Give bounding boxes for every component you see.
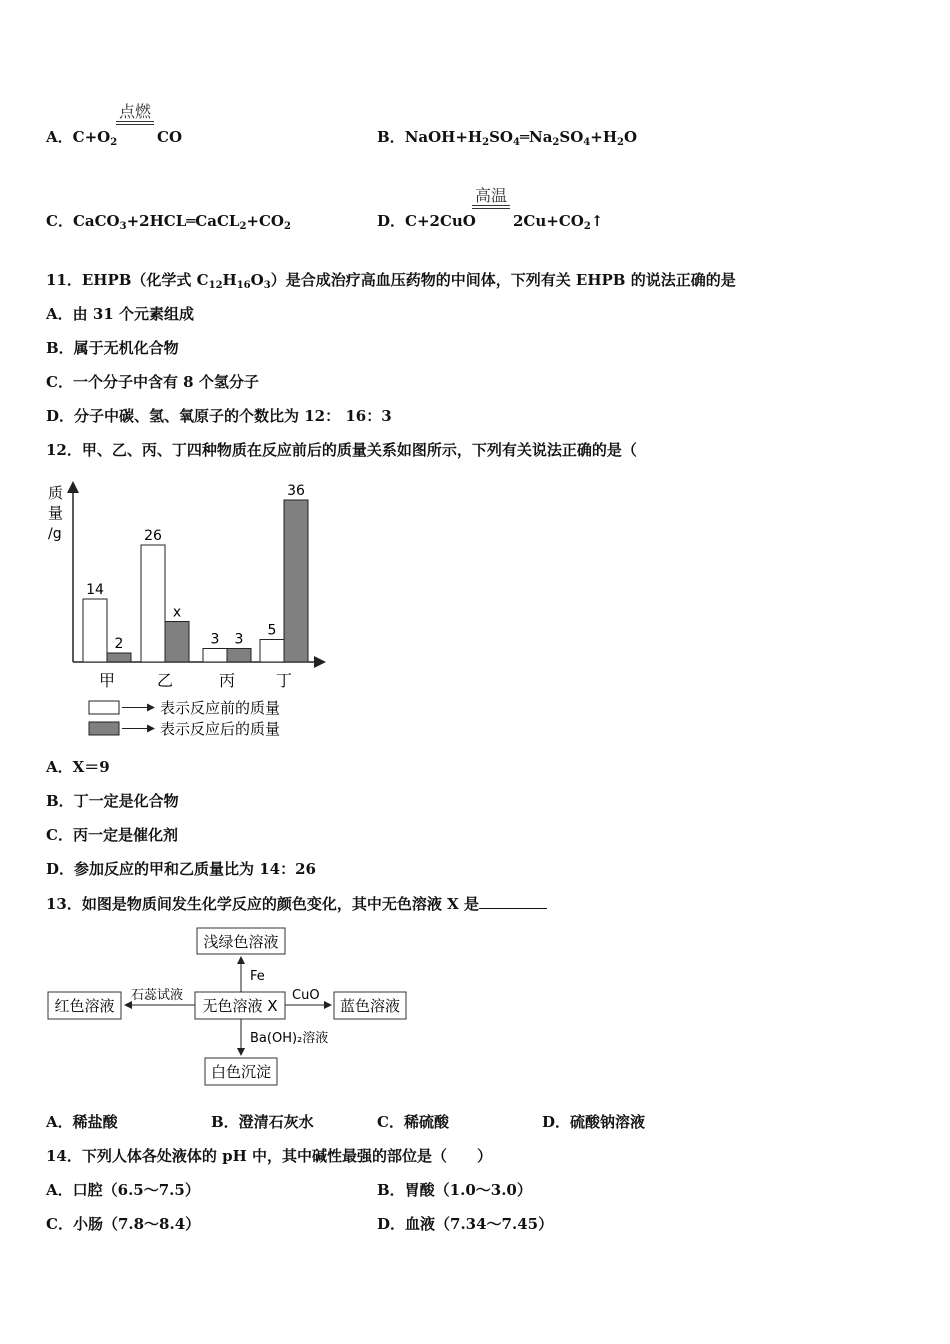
q13-option-b: B．澄清石灰水: [211, 1113, 314, 1131]
q10-option-d: D．C+2CuO: [377, 212, 476, 230]
category-label-3: 丙: [218, 671, 236, 690]
y-label-1: 质: [48, 484, 64, 502]
q11-option-c: C．一个分子中含有 8 个氢分子: [46, 373, 259, 391]
q14-option-c: C．小肠（7.8～8.4）: [46, 1215, 201, 1233]
y-label-3: /g: [48, 526, 62, 542]
box-left-text: 红色溶液: [54, 997, 115, 1015]
bar-label-before-4: 5: [267, 622, 277, 639]
bar-label-after-4: 36: [287, 483, 305, 499]
category-label-1: 甲: [98, 671, 116, 690]
equals-sign-icon: [472, 205, 510, 209]
q10-option-b: B．$NaOH+H_2SO_4═Na_2SO_4+H_2O$: [377, 128, 638, 148]
q11-stem: 11．EHPB（化学式 $C_{12}H_{16}O_3$）是合成治疗高血压药物的中间体，下列有关 EHPB 的说法正确的是: [46, 271, 736, 291]
q11-option-b: B．属于无机化合物: [46, 339, 179, 357]
bar-after-1: [107, 653, 131, 662]
legend-after-swatch: [89, 722, 119, 735]
box-center-text: 无色溶液 X: [202, 997, 278, 1015]
q13-option-d: D．硫酸钠溶液: [542, 1113, 646, 1131]
bar-label-before-2: 26: [144, 528, 162, 544]
q12-option-c: C．丙一定是催化剂: [46, 826, 178, 844]
q14-option-a: A．口腔（6.5～7.5）: [46, 1181, 200, 1199]
label-baoh2: Ba(OH)₂溶液: [250, 1031, 329, 1046]
q11-option-d: D．分子中碳、氢、氧原子的个数比为 12： 16：3: [46, 407, 392, 425]
q11-option-a: A．由 31 个元素组成: [46, 305, 194, 323]
q13-option-a: A．稀盐酸: [46, 1113, 118, 1131]
q14-stem: 14．下列人体各处液体的 pH 中，其中碱性最强的部位是（ ）: [46, 1147, 492, 1165]
box-right-text: 蓝色溶液: [339, 997, 401, 1015]
q14-option-d: D．血液（7.34～7.45）: [377, 1215, 554, 1233]
bar-label-after-2: x: [172, 604, 182, 621]
box-top-text: 浅绿色溶液: [203, 933, 279, 951]
reaction-diagram: [40, 925, 420, 1090]
y-label-2: 量: [48, 504, 64, 522]
legend-after-label: 表示反应后的质量: [160, 720, 281, 738]
q12-option-a: A．X＝9: [46, 758, 110, 776]
q14-option-b: B．胃酸（1.0～3.0）: [377, 1181, 532, 1199]
bar-before-3: [203, 649, 227, 663]
equals-sign-icon: [116, 121, 154, 125]
bar-before-4: [260, 640, 284, 663]
q12-option-b: B．丁一定是化合物: [46, 792, 179, 810]
q10-a-product: CO: [157, 128, 183, 146]
bar-before-2: [141, 545, 165, 662]
bar-after-4: [284, 500, 308, 662]
bar-before-1: [83, 599, 107, 662]
category-label-4: 丁: [275, 671, 293, 690]
bar-label-before-1: 14: [86, 582, 104, 598]
category-label-2: 乙: [156, 671, 174, 690]
bar-label-after-1: 2: [114, 636, 124, 652]
answer-blank: [479, 896, 547, 909]
q12-option-d: D．参加反应的甲和乙质量比为 14：26: [46, 860, 316, 878]
bar-label-before-3: 3: [210, 631, 220, 648]
bar-label-after-3: 3: [234, 631, 244, 648]
q12-stem: 12．甲、乙、丙、丁四种物质在反应前后的质量关系如图所示，下列有关说法正确的是（: [46, 441, 637, 459]
q13-option-c: C．稀硫酸: [377, 1113, 449, 1131]
legend-before-swatch: [89, 701, 119, 714]
q10-option-c: C．$CaCO_3+2HCL═CaCL_2+CO_2$: [46, 212, 291, 232]
q10-a-condition: 点燃: [112, 103, 158, 125]
legend-before-label: 表示反应前的质量: [160, 699, 281, 717]
q13-stem: 13．如图是物质间发生化学反应的颜色变化，其中无色溶液 X 是: [46, 894, 547, 914]
label-fe: Fe: [250, 969, 265, 984]
q10-d-condition: 高温: [468, 187, 514, 209]
box-bottom-text: 白色沉淀: [210, 1063, 272, 1081]
bar-after-2: [165, 622, 189, 663]
label-cuo: CuO: [292, 988, 320, 1003]
label-litmus: 石蕊试液: [131, 988, 184, 1003]
q10-d-product: $2Cu+CO_2↑$: [513, 212, 604, 232]
mass-bar-chart: [40, 470, 340, 745]
q10-option-a: A．$C+O_2$: [46, 128, 118, 148]
bar-after-3: [227, 649, 251, 663]
